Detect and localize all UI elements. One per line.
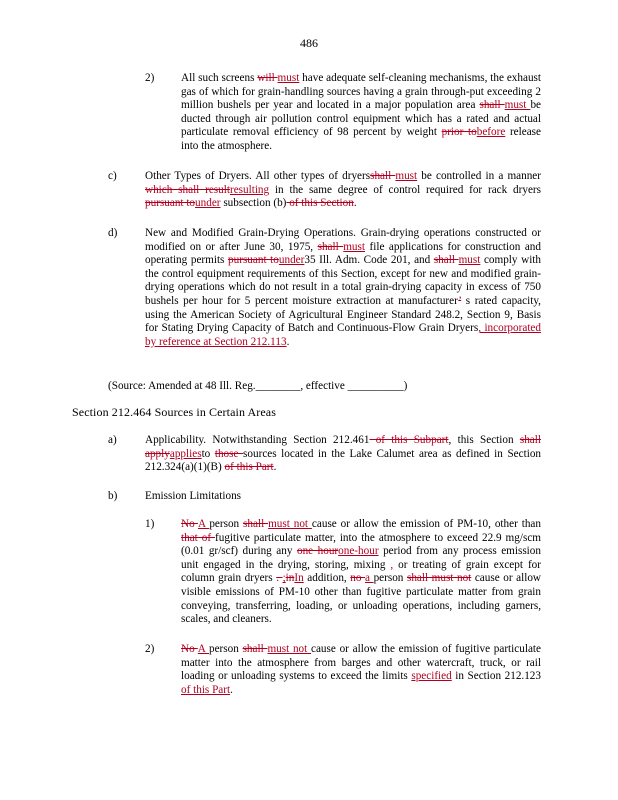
body-text: . bbox=[273, 461, 277, 474]
deleted-text: No bbox=[181, 518, 198, 530]
body-text: subsection (b) bbox=[220, 197, 287, 210]
deleted-text: shall bbox=[370, 170, 396, 182]
body-text: addition, bbox=[303, 572, 351, 585]
deleted-text: of this Subpart bbox=[369, 434, 449, 446]
body-text: in the same degree of control required for rack dryers bbox=[269, 183, 542, 196]
deleted-text: shall bbox=[433, 254, 459, 267]
inserted-text: before bbox=[476, 126, 506, 139]
body-text: to bbox=[201, 447, 215, 460]
body-text: Emission Limitations bbox=[145, 490, 242, 502]
body-text: , this Section bbox=[448, 434, 520, 446]
paragraph-pm10 bbox=[181, 518, 541, 627]
body-text: sources located in the Lake Calumet area as defined in Section 212.324(a)(1)(B) bbox=[145, 447, 542, 474]
body-text: have adequate self-cleaning mechanisms, the exhaust gas of which for grain-handling sources having a grain through-put exceeding 2 million bushels per year and located in a major population area bbox=[181, 72, 541, 112]
body-text: be ducted through air pollution control equipment which has a rated and actual particulate removal efficiency of 98 percent by weight bbox=[181, 99, 541, 139]
body-text: fugitive particulate matter, into the atmosphere to exceed 22.9 mg/scm (0.01 gr/scf) during any bbox=[181, 531, 541, 558]
inserted-text: , incorporated by reference at Section 212.113 bbox=[145, 322, 541, 348]
item-label-2: 2) bbox=[145, 72, 155, 84]
body-text: 35 Ill. Adm. Code 201, and bbox=[304, 254, 434, 267]
deleted-text: in bbox=[285, 572, 295, 585]
item-label-b: b) bbox=[108, 490, 118, 502]
inserted-text: under bbox=[195, 197, 221, 210]
inserted-text: must bbox=[395, 170, 418, 182]
body-text: period from any process emission unit engaged in the drying, storing, mixing bbox=[181, 545, 541, 571]
deleted-text: of this Part bbox=[224, 461, 274, 474]
body-text: Other Types of Dryers. All other types of dryers bbox=[145, 170, 371, 182]
body-text: cause or allow the emission of PM-10, other than bbox=[311, 518, 541, 530]
inserted-text: must bbox=[343, 240, 365, 253]
paragraph-other-dryers bbox=[145, 170, 541, 211]
body-text: New and Modified Grain-Drying Operations. Grain-drying operations constructed or modified on or after June 30, 1975, bbox=[145, 227, 541, 253]
inserted-text: must bbox=[458, 254, 481, 267]
body-text: person bbox=[209, 643, 243, 655]
body-text: cause or allow the emission of fugitive particulate matter into the atmosphere from barges and other watercraft, truck, or rail loading or unloading systems to exceed the limits bbox=[181, 643, 541, 683]
body-text: person bbox=[373, 572, 407, 585]
deleted-text: shall bbox=[479, 99, 505, 112]
inserted-text: specified bbox=[411, 670, 452, 683]
paragraph-new-modified bbox=[145, 227, 541, 349]
deleted-text: pursuant to bbox=[145, 197, 196, 210]
body-text: file applications for construction and operating permits bbox=[145, 240, 541, 267]
body-text: cause or allow visible emissions of PM-10 other than fugitive particulate matter from grain conveying, transferring, loading, or unloading operations, including garners, scales, and cleaners. bbox=[181, 572, 541, 626]
item-label-d: d) bbox=[108, 227, 118, 239]
inserted-text: applies bbox=[169, 447, 202, 460]
deleted-text: prior to bbox=[441, 126, 477, 139]
inserted-text: must not bbox=[268, 518, 312, 530]
body-text: or treating of grain except for column grain dryers bbox=[181, 558, 541, 585]
paragraph-applicability bbox=[145, 434, 541, 475]
body-text: in Section 212.123 bbox=[451, 670, 541, 683]
inserted-text: of this Part bbox=[181, 683, 231, 696]
item-label-2b: 2) bbox=[145, 643, 155, 655]
inserted-text: ; bbox=[282, 572, 286, 585]
deleted-text: which shall result bbox=[145, 183, 230, 196]
body-text: person bbox=[209, 518, 244, 530]
paragraph-screens bbox=[181, 72, 541, 154]
page-number: 486 bbox=[300, 36, 318, 50]
deleted-text: . bbox=[276, 572, 283, 585]
body-text: All such screens bbox=[181, 72, 258, 84]
inserted-text: A bbox=[197, 518, 210, 530]
inserted-text: In bbox=[294, 572, 304, 585]
body-text: . bbox=[353, 197, 357, 210]
item-label-c: c) bbox=[108, 170, 117, 182]
inserted-text: must not bbox=[267, 643, 311, 655]
inserted-text: resulting bbox=[229, 183, 270, 196]
deleted-text: those bbox=[214, 447, 244, 460]
body-text: (Source: Amended at 48 Ill. Reg.________, effective __________) bbox=[108, 380, 408, 392]
deleted-text: one hour bbox=[296, 545, 339, 558]
inserted-text: a bbox=[365, 572, 374, 585]
deleted-text: No bbox=[181, 643, 198, 655]
body-text: Applicability. Notwithstanding Section 212.461 bbox=[145, 434, 370, 446]
body-text: s rated capacity, using the American Society of Agricultural Engineer Standard 248.2, Section 9, Basis for Stating Drying Capacity of Batch and Continuous-Flow Grain Dryers bbox=[145, 294, 541, 335]
body-text: . bbox=[230, 683, 233, 696]
deleted-text: shall must not bbox=[406, 572, 472, 585]
body-text: be controlled in a manner bbox=[417, 170, 541, 182]
deleted-text: of this Section bbox=[286, 197, 354, 210]
inserted-text: one-hour bbox=[338, 545, 379, 558]
inserted-text: must bbox=[277, 72, 300, 84]
item-label-1: 1) bbox=[145, 518, 155, 530]
source-note bbox=[108, 380, 548, 394]
body-text: comply with the control equipment requirements of this Section, except for new and modified grain-drying operations which do not result in a total grain-drying capacity in excess of 750 bushels per hour for 5 percent moisture extraction at manufacturer bbox=[145, 254, 542, 307]
deleted-text: ’ bbox=[458, 294, 462, 307]
paragraph-emission-limitations bbox=[145, 490, 541, 504]
inserted-text: must bbox=[504, 99, 531, 112]
body-text: . bbox=[286, 335, 290, 348]
deleted-text: shall bbox=[317, 240, 344, 253]
inserted-text: A bbox=[197, 643, 209, 655]
deleted-text: no bbox=[350, 572, 366, 585]
deleted-text: shall bbox=[243, 518, 269, 530]
body-text: release into the atmosphere. bbox=[181, 126, 541, 152]
deleted-text: that of bbox=[181, 531, 216, 544]
deleted-text: shall bbox=[242, 643, 268, 655]
deleted-text: shall apply bbox=[145, 434, 541, 460]
deleted-text: will bbox=[257, 72, 278, 84]
paragraph-fugitive bbox=[181, 643, 541, 697]
deleted-text: pursuant to bbox=[228, 254, 279, 267]
section-heading: Section 212.464 Sources in Certain Areas bbox=[72, 405, 276, 419]
inserted-text: , bbox=[390, 558, 394, 571]
item-label-a: a) bbox=[108, 434, 117, 446]
inserted-text: under bbox=[278, 254, 305, 267]
